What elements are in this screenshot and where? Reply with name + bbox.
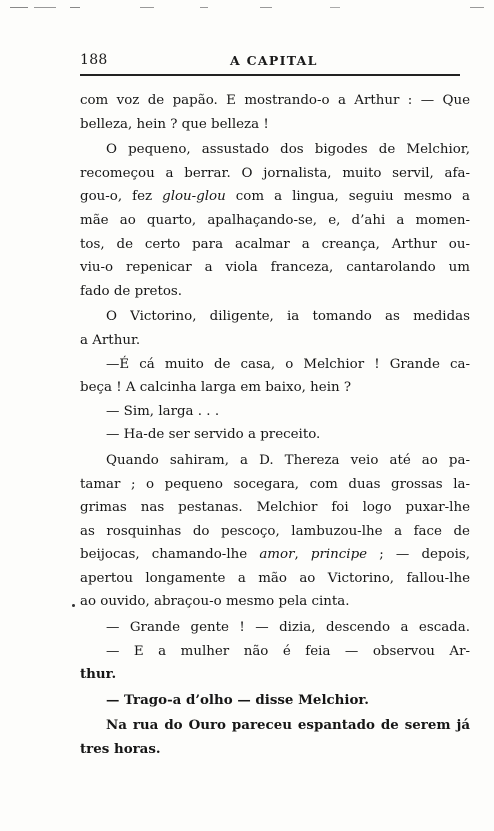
text-line: grimas nas pestanas. Melchior foi logo puxar-lhe xyxy=(80,500,470,516)
italic-word: amor xyxy=(259,547,295,563)
text-line: O Victorino, diligente, ia tomando as medidas xyxy=(106,309,470,325)
text-line: Na rua do Ouro pareceu espantado de serem já xyxy=(106,717,470,734)
text-line: mãe ao quarto, apalhaçando-se, e, d’ahi a momen- xyxy=(80,212,470,228)
text-line: belleza, hein ? que belleza ! xyxy=(80,116,269,132)
page-header xyxy=(80,52,468,74)
text-line: — Grande gente ! — dizia, descendo a escada. xyxy=(106,620,470,636)
body-text xyxy=(80,89,470,762)
text-line: fado de pretos. xyxy=(80,283,183,299)
italic-word: principe xyxy=(310,547,368,563)
text-line: tamar ; o pequeno socegara, com duas grossas la- xyxy=(80,476,470,492)
text-line: — Ha-de ser servido a preceito. xyxy=(106,427,321,443)
text-line: — Sim, larga . . . xyxy=(106,403,220,419)
text-span: ; — depois, xyxy=(367,547,470,563)
text-line: tres horas. xyxy=(80,741,161,758)
text-line: ao ouvido, abraçou-o mesmo pela cinta. xyxy=(80,594,350,610)
page-edge-specks xyxy=(0,6,494,10)
text-span: beijocas, chamando-lhe xyxy=(80,547,260,563)
text-line: — Trago-a d’olho — disse Melchior. xyxy=(106,691,369,708)
italic-word: glou-glou xyxy=(162,189,226,205)
text-line: apertou longamente a mão ao Victorino, fallou-lhe xyxy=(80,570,470,586)
ink-speck xyxy=(72,604,75,607)
text-line: Quando sahiram, a D. Thereza veio até ao pa- xyxy=(106,452,470,468)
running-head: A CAPITAL xyxy=(230,53,318,68)
text-line xyxy=(80,185,470,209)
text-line: as rosquinhas do pescoço, lambuzou-lhe a face de xyxy=(80,523,470,539)
text-line: — E a mulher não é feia — observou Ar- xyxy=(106,643,470,659)
text-line: —É cá muito de casa, o Melchior ! Grande ca- xyxy=(106,356,470,372)
text-line: O pequeno, assustado dos bigodes de Melchior, xyxy=(106,142,470,158)
text-line: a Arthur. xyxy=(80,332,141,348)
text-span: com a lingua, seguiu mesmo a xyxy=(225,189,470,205)
text-span: gou-o, fez xyxy=(80,189,163,205)
page-number: 188 xyxy=(80,52,108,68)
text-span: , xyxy=(294,547,311,563)
header-rule xyxy=(80,74,460,76)
text-line: com voz de papão. E mostrando-o a Arthur : — Que xyxy=(80,93,470,108)
text-line: thur. xyxy=(80,666,117,683)
text-line: recomeçou a berrar. O jornalista, muito servil, afa- xyxy=(80,165,470,181)
text-line: tos, de certo para acalmar a creança, Arthur ou- xyxy=(80,236,470,252)
text-line: beça ! A calcinha larga em baixo, hein ? xyxy=(80,380,352,396)
text-line: viu-o repenicar a viola franceza, cantarolando um xyxy=(80,260,470,276)
text-line xyxy=(80,543,470,567)
